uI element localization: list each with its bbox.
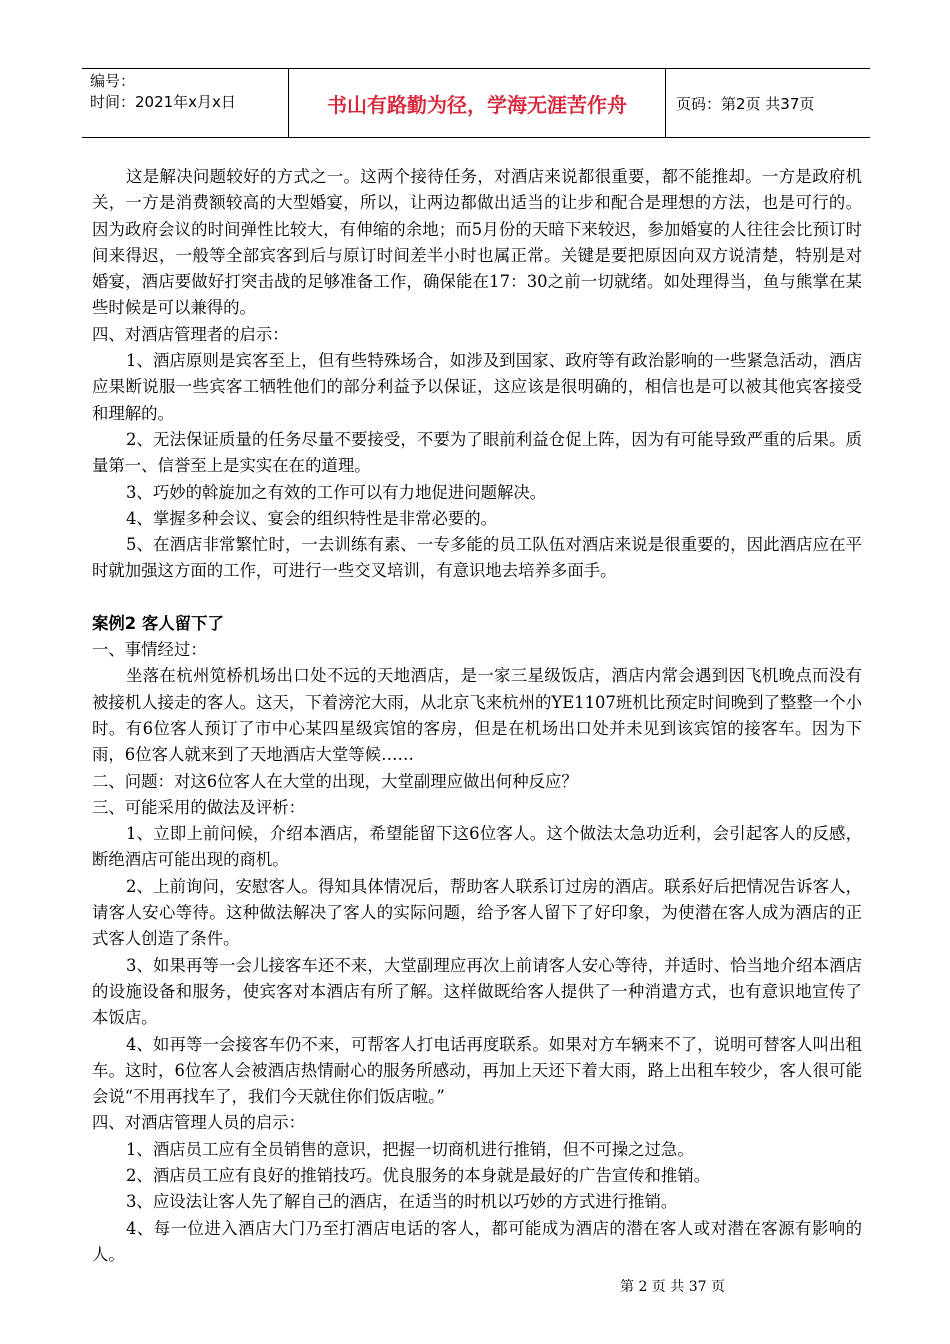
header-motto: 书山有路勤为径，学海无涯苦作舟 [289,69,666,137]
page-header [82,68,870,138]
list-item: 1、立即上前问候，介绍本酒店，希望能留下这6位客人。这个做法太急功近利，会引起客人的反感，断绝酒店可能出现的商机。 [92,824,862,870]
list-item: 3、巧妙的斡旋加之有效的工作可以有力地促进问题解决。 [126,482,547,502]
list-item: 1、酒店原则是宾客至上，但有些特殊场合，如涉及到国家、政府等有政治影响的一些紧急活动，酒店应果断说服一些宾客工牺牲他们的部分利益予以保证，这应该是很明确的，相信也是可以被其他宾客接受和理解的。 [92,351,862,423]
case-title: 案例2 客人留下了 [92,613,224,633]
list-item: 4、掌握多种会议、宴会的组织特性是非常必要的。 [126,508,498,528]
section-heading: 二、问题：对这6位客人在大堂的出现，大堂副理应做出何种反应？ [92,771,578,791]
section-heading: 四、对酒店管理者的启示： [92,324,289,344]
list-item: 4、每一位进入酒店大门乃至打酒店电话的客人，都可能成为酒店的潜在客人或对潜在客源有影响的人。 [92,1218,862,1264]
document-date-label: 时间：2021年x月x日 [90,93,236,111]
page-footer: 第 2 页 共 37 页 [620,1279,725,1295]
list-item: 3、应设法让客人先了解自己的酒店，在适当的时机以巧妙的方式进行推销。 [126,1192,678,1212]
section-heading: 四、对酒店管理人员的启示： [92,1113,306,1133]
list-item: 2、无法保证质量的任务尽量不要接受，不要为了眼前利益仓促上阵，因为有可能导致严重的后果。质量第一、信誉至上是实实在在的道理。 [92,429,862,476]
paragraph: 坐落在杭州笕桥机场出口处不远的天地酒店，是一家三星级饭店，酒店内常会遇到因飞机晚点而没有被接机人接走的客人。这天，下着滂沱大雨，从北京飞来杭州的YE1107班机比预定时间晚到了整整一个小时。有6位客人预订了市中心某四星级宾馆的客房，但是在机场出口处并未见到该宾馆的接客车。因为下雨，6位客人就来到了天地酒店大堂等候…… [92,666,862,765]
header-page-number: 页码：第2页 共37页 [676,94,815,113]
section-heading: 一、事情经过： [92,640,207,660]
list-item: 4、如再等一会接客车仍不来，可帮客人打电话再度联系。如果对方车辆来不了，说明可替客人叫出租车。这时，6位客人会被酒店热情耐心的服务所感动，再加上天还下着大雨，路上出租车较少，客人很可能会说“不用再找车了，我们今天就住你们饭店啦。” [92,1034,862,1107]
paragraph: 这是解决问题较好的方式之一。这两个接待任务，对酒店来说都很重要，都不能推却。一方是政府机关，一方是消费额较高的大型婚宴，所以，让两边都做出适当的让步和配合是理想的方法，也是可行的。因为政府会议的时间弹性比较大，有伸缩的余地；而5月份的天暗下来较迟，参加婚宴的人往往会比预订时间来得迟，一般等全部宾客到后与原订时间差半小时也属正常。关键是要把原因向双方说清楚，特别是对婚宴，酒店要做好打突击战的足够准备工作，确保能在17：30之前一切就绪。如处理得当，鱼与熊掌在某些时候是可以兼得的。 [92,167,862,318]
section-heading: 三、可能采用的做法及评析： [92,797,306,817]
document-body [92,164,862,1268]
list-item: 5、在酒店非常繁忙时，一去训练有素、一专多能的员工队伍对酒店来说是很重要的，因此酒店应在平时就加强这方面的工作，可进行一些交叉培训，有意识地去培养多面手。 [92,535,862,581]
list-item: 1、酒店员工应有全员销售的意识，把握一切商机进行推销，但不可操之过急。 [126,1139,694,1159]
header-meta [82,69,289,137]
document-number-label: 编号： [90,72,136,90]
list-item: 2、酒店员工应有良好的推销技巧。优良服务的本身就是最好的广告宣传和推销。 [126,1165,711,1185]
list-item: 3、如果再等一会儿接客车还不来，大堂副理应再次上前请客人安心等待，并适时、恰当地介绍本酒店的设施设备和服务，使宾客对本酒店有所了解。这样做既给客人提供了一种消遣方式，也有意识地宣传了本饭店。 [92,955,862,1028]
list-item: 2、上前询问，安慰客人。得知具体情况后，帮助客人联系订过房的酒店。联系好后把情况告诉客人，请客人安心等待。这种做法解决了客人的实际问题，给予客人留下了好印象，为使潜在客人成为酒店的正式客人创造了条件。 [92,876,862,949]
